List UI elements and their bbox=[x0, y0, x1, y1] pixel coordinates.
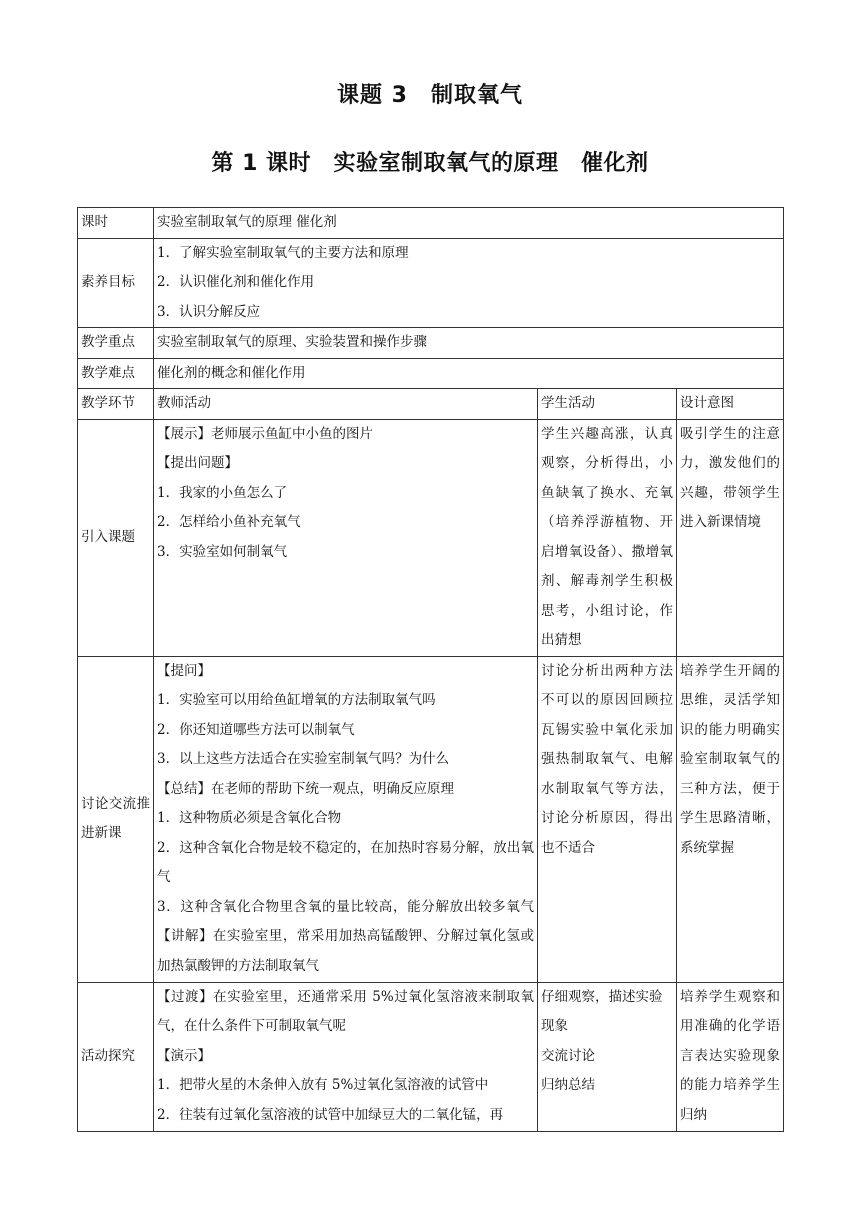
table-row-intro bbox=[78, 419, 784, 656]
goal-item: 1．了解实验室制取氧气的主要方法和原理 bbox=[157, 244, 409, 261]
table-row-difficulties bbox=[78, 358, 784, 389]
design-intent-intro: 吸引学生的注意力，激发他们的兴趣，带领学生进入新课情境 bbox=[677, 419, 784, 656]
header-stage: 教学环节 bbox=[78, 389, 154, 420]
student-line: 交流讨论 bbox=[541, 1047, 595, 1064]
teacher-activity-discussion bbox=[154, 656, 538, 982]
teacher-line: 3．这种含氧化合物里含氧的量比较高，能分解放出较多氧气【讲解】在实验室里，常采用加热高锰酸钾、分解过氧化氢或加热氯酸钾的方法制取氧气 bbox=[157, 898, 534, 974]
teacher-line: 2．怎样给小鱼补充氧气 bbox=[157, 514, 301, 530]
stage-exploration: 活动探究 bbox=[78, 982, 154, 1131]
student-activity-discussion: 讨论分析出两种方法不可以的原因回顾拉瓦锡实验中氧化汞加强热制取氧气、电解水制取氧气等方法，讨论分析原因，得出也不适合 bbox=[538, 656, 677, 982]
stage-discussion: 讨论交流推进新课 bbox=[78, 656, 154, 982]
lesson-label: 课时 bbox=[78, 208, 154, 239]
student-activity-intro: 学生兴趣高涨，认真观察，分析得出，小鱼缺氧了换水、充氧（培养浮游植物、开启增氧设备）、撒增氧剂、解毒剂学生积极思考，小组讨论，作出猜想 bbox=[538, 419, 677, 656]
teacher-activity-intro bbox=[154, 419, 538, 656]
teacher-line: 【展示】老师展示鱼缸中小鱼的图片 bbox=[157, 425, 373, 442]
goal-item: 2．认识催化剂和催化作用 bbox=[157, 274, 315, 290]
lesson-plan-table bbox=[77, 207, 784, 1132]
key-points-value: 实验室制取氧气的原理、实验装置和操作步骤 bbox=[154, 328, 784, 359]
design-intent-discussion: 培养学生开阔的思维，灵活学知识的能力明确实验室制取氧气的三种方法，便于学生思路清晰，系统掌握 bbox=[677, 656, 784, 982]
teacher-line: 3．以上这些方法适合在实验室制氧气吗？为什么 bbox=[157, 751, 450, 767]
teacher-line: 【总结】在老师的帮助下统一观点，明确反应原理 bbox=[157, 780, 454, 797]
table-row-goals bbox=[78, 238, 784, 328]
teacher-line: 【演示】 bbox=[157, 1047, 211, 1064]
design-intent-exploration: 培养学生观察和用准确的化学语言表达实验现象的能力培养学生归纳 bbox=[677, 982, 784, 1131]
teacher-line: 1．我家的小鱼怎么了 bbox=[157, 484, 288, 501]
table-row-lesson bbox=[78, 208, 784, 239]
goal-item: 3．认识分解反应 bbox=[157, 303, 261, 320]
goals-label: 素养目标 bbox=[78, 238, 154, 328]
table-row-discussion bbox=[78, 656, 784, 982]
difficulties-value: 催化剂的概念和催化作用 bbox=[154, 358, 784, 389]
difficulties-label: 教学难点 bbox=[78, 358, 154, 389]
key-points-label: 教学重点 bbox=[78, 328, 154, 359]
student-line: 仔细观察，描述实验现象 bbox=[541, 988, 663, 1034]
teacher-activity-exploration bbox=[154, 982, 538, 1131]
teacher-line: 【提问】 bbox=[157, 662, 211, 679]
stage-intro: 引入课题 bbox=[78, 419, 154, 656]
teacher-line: 【过渡】在实验室里，还通常采用 5%过氧化氢溶液来制取氧气，在什么条件下可制取氧气呢 bbox=[157, 988, 534, 1034]
goals-list bbox=[154, 238, 784, 328]
student-line: 归纳总结 bbox=[541, 1077, 595, 1093]
header-student: 学生活动 bbox=[538, 389, 677, 420]
teacher-line: 2．你还知道哪些方法可以制氧气 bbox=[157, 721, 355, 738]
table-row-exploration bbox=[78, 982, 784, 1131]
student-activity-exploration bbox=[538, 982, 677, 1131]
teacher-line: 1．实验室可以用给鱼缸增氧的方法制取氧气吗 bbox=[157, 692, 436, 708]
lesson-title: 课题 3 制取氧气 bbox=[337, 83, 523, 108]
header-teacher: 教师活动 bbox=[154, 389, 538, 420]
teacher-line: 2．往装有过氧化氢溶液的试管中加绿豆大的二氧化锰，再 bbox=[157, 1106, 504, 1123]
header-intent: 设计意图 bbox=[677, 389, 784, 420]
table-row-key-points bbox=[78, 328, 784, 359]
teacher-line: 【提出问题】 bbox=[157, 455, 238, 471]
teacher-line: 2．这种含氧化合物是较不稳定的，在加热时容易分解，放出氧气 bbox=[157, 839, 534, 885]
lesson-value: 实验室制取氧气的原理 催化剂 bbox=[154, 208, 784, 239]
lesson-subtitle: 第 1 课时 实验室制取氧气的原理 催化剂 bbox=[211, 151, 649, 176]
teacher-line: 3．实验室如何制氧气 bbox=[157, 543, 288, 560]
teacher-line: 1．把带火星的木条伸入放有 5%过氧化氢溶液的试管中 bbox=[157, 1077, 489, 1093]
teacher-line: 1．这种物质必须是含氧化合物 bbox=[157, 810, 342, 826]
table-header-row bbox=[78, 389, 784, 420]
